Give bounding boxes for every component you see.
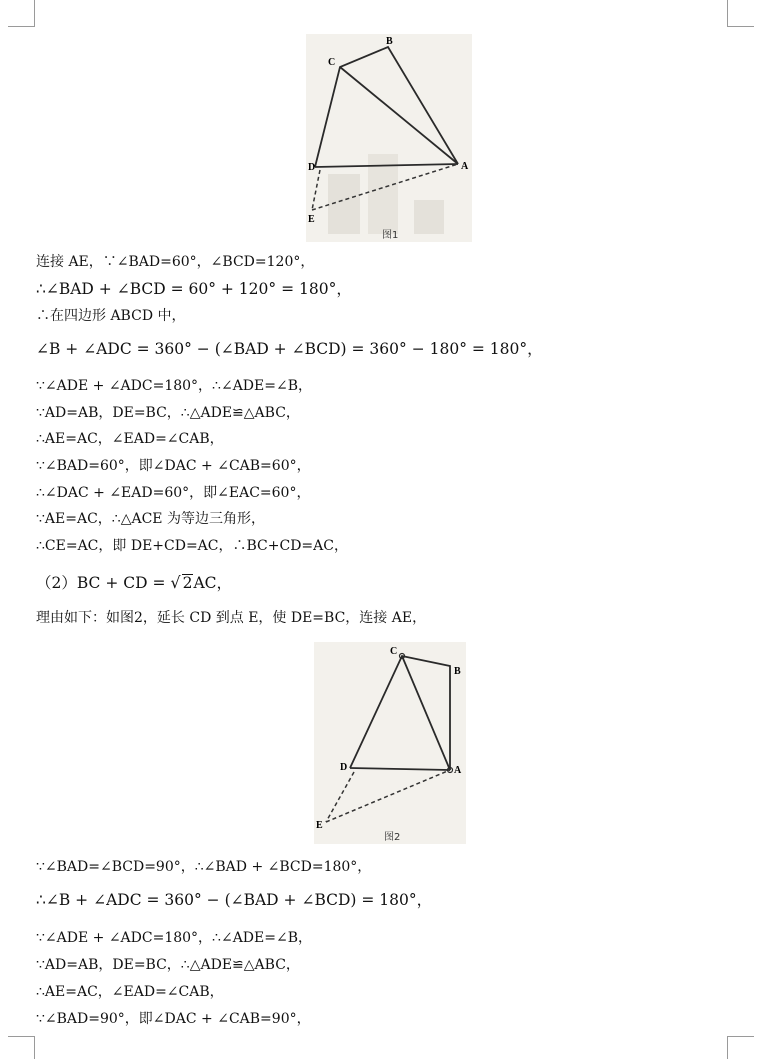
corner-mark-bottom-left	[8, 1036, 35, 1059]
figure-2-dashed-ea	[326, 770, 450, 822]
text-line: ∵∠BAD=60°，即∠DAC + ∠CAB=60°，	[36, 458, 311, 474]
figure-2-label-d: D	[340, 762, 348, 773]
corner-mark-top-left	[8, 0, 35, 27]
figure-1-background-smudge	[414, 200, 444, 234]
text-line: 连接 AE，∵∠BAD=60°，∠BCD=120°，	[36, 254, 315, 270]
text-line: ∵AE=AC，∴△ACE 为等边三角形，	[36, 511, 265, 527]
part-2-statement	[36, 573, 232, 593]
part-2-rhs: AC，	[193, 574, 233, 592]
sqrt-icon: √	[170, 573, 181, 592]
text-line: ∵∠BAD=90°，即∠DAC + ∠CAB=90°，	[36, 1011, 311, 1027]
part-2-prefix: （2）	[36, 574, 77, 592]
part-2-radicand: 2	[182, 574, 193, 592]
figure-1-label-b: B	[386, 36, 393, 47]
text-line: ∴AE=AC，∠EAD=∠CAB，	[36, 984, 224, 1000]
text-line: ∴在四边形 ABCD 中，	[36, 308, 186, 324]
part-2-lhs: BC + CD =	[76, 574, 171, 592]
text-line: 理由如下：如图2，延长 CD 到点 E，使 DE=BC，连接 AE，	[36, 610, 427, 626]
text-line: ∠B + ∠ADC = 360° − (∠BAD + ∠BCD) = 360° − 180° = 180°，	[36, 340, 543, 358]
figure-1-dashed-de	[312, 170, 320, 210]
figure-2-caption: 图2	[384, 832, 401, 843]
figure-2	[314, 642, 466, 844]
corner-mark-top-right	[727, 0, 754, 27]
figure-2-label-c: C	[390, 646, 398, 657]
figure-2-label-b: B	[454, 666, 461, 677]
text-line: ∴∠B + ∠ADC = 360° − (∠BAD + ∠BCD) = 180°，	[36, 891, 433, 909]
figure-2-sides	[350, 656, 450, 770]
figure-2-diagonal-ca	[402, 656, 450, 770]
figure-2-dashed-de	[326, 772, 354, 822]
figure-2-drawing	[314, 642, 466, 844]
text-line: ∴AE=AC，∠EAD=∠CAB，	[36, 431, 224, 447]
figure-2-label-e: E	[316, 820, 323, 831]
figure-1-label-d: D	[308, 162, 316, 173]
text-line: ∵∠ADE + ∠ADC=180°，∴∠ADE=∠B，	[36, 378, 312, 394]
corner-mark-bottom-right	[727, 1036, 754, 1059]
text-line: ∴∠BAD + ∠BCD = 60° + 120° = 180°，	[36, 280, 352, 298]
text-line: ∵∠ADE + ∠ADC=180°，∴∠ADE=∠B，	[36, 930, 312, 946]
figure-2-label-a: A	[454, 765, 462, 776]
figure-1-label-a: A	[461, 161, 469, 172]
figure-1-label-e: E	[308, 214, 315, 225]
text-line: ∴∠DAC + ∠EAD=60°，即∠EAC=60°，	[36, 485, 311, 501]
text-line: ∴CE=AC，即 DE+CD=AC，∴BC+CD=AC，	[36, 538, 348, 554]
text-line: ∵AD=AB，DE=BC，∴△ADE≌△ABC，	[36, 957, 300, 973]
text-line: ∵AD=AB，DE=BC，∴△ADE≌△ABC，	[36, 405, 300, 421]
text-line: ∵∠BAD=∠BCD=90°，∴∠BAD + ∠BCD=180°，	[36, 859, 372, 875]
figure-1	[306, 34, 472, 242]
figure-2-side-da	[350, 768, 450, 770]
figure-1-diagonal-ca	[340, 67, 458, 164]
figure-1-drawing	[306, 34, 472, 242]
figure-1-sides	[315, 47, 458, 167]
figure-1-caption: 图1	[382, 230, 399, 241]
figure-1-label-c: C	[328, 57, 336, 68]
